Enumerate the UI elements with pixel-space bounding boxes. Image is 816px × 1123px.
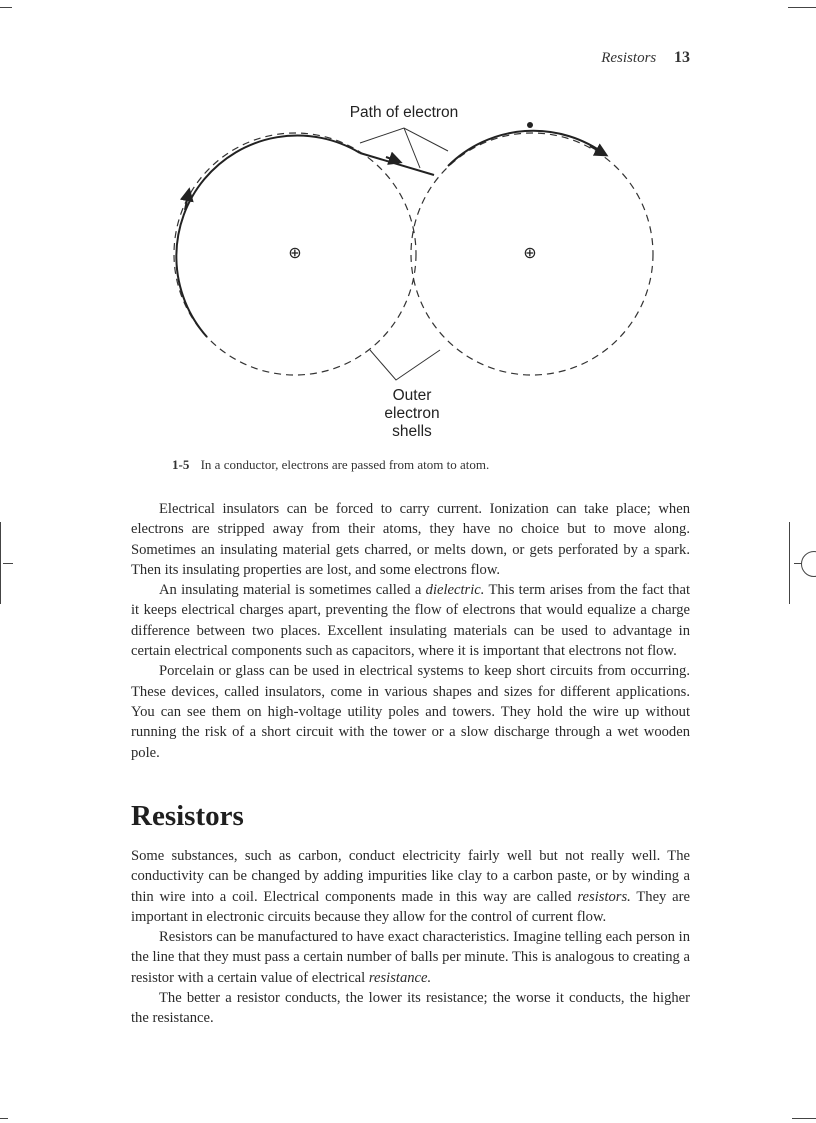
- paragraph-text: An insulating material is sometimes called a: [159, 582, 426, 599]
- paragraph: [131, 927, 690, 988]
- paragraph-text: They are important in electronic circuits because they allow for the control of current flow.: [131, 888, 690, 925]
- registration-mark-right: [801, 551, 816, 577]
- figure-caption-text: In a conductor, electrons are passed from atom to atom.: [200, 457, 490, 472]
- paragraph: Porcelain or glass can be used in electrical systems to keep short circuits from occurring. These devices, called insulators, come in various shapes and sizes for different applications. You can see them on high-voltage utility poles and towers. They hold the wire up without running the risk of a short circuit with the tower or a slow discharge through a wet wooden pole.: [131, 663, 690, 761]
- figure-caption-number: 1-5: [172, 457, 190, 472]
- paragraph-text: This term arises from the fact that it keeps electrical charges apart, preventing the flow of electrons that would equalize a charge difference between two places. Excellent insulating materials can be used to advantage in certain electrical components such as capacitors, where it is important that electrons not flow.: [131, 582, 690, 660]
- term-resistors: resistors.: [577, 888, 631, 905]
- figure-diagram: [150, 98, 670, 448]
- paragraph-text: Some substances, such as carbon, conduct electricity fairly well but not really well. The conductivity can be changed by adding impurities like clay to a carbon paste, or by winding a thin wire into a coil. Electrical components made in this way are called: [131, 848, 690, 905]
- crop-mark-top-right: [788, 7, 816, 8]
- running-head-section: Resistors: [601, 50, 657, 66]
- section-heading: Resistors: [131, 800, 244, 832]
- outer-label-line-3: shells: [392, 423, 432, 440]
- paragraph: [131, 846, 690, 927]
- running-head: [601, 49, 690, 67]
- crop-mark-top-left: [0, 7, 12, 8]
- term-dielectric: dielectric.: [425, 582, 485, 599]
- paragraph: [131, 580, 690, 661]
- page-number: 13: [674, 49, 690, 66]
- outer-label-line-1: Outer: [392, 387, 432, 404]
- outer-label-line-2: electron: [384, 405, 440, 422]
- path-of-electron-label: Path of electron: [349, 104, 459, 121]
- electron-path-arrow-right: [590, 146, 606, 155]
- electron-path-left-arc: [176, 136, 360, 337]
- figure-electron-path: [150, 98, 670, 448]
- body-text-resistors: [131, 846, 690, 1029]
- left-nucleus-icon: ⊕: [288, 243, 302, 262]
- electron-dot: [527, 122, 533, 128]
- paragraph-text: Resistors can be manufactured to have exact characteristics. Imagine telling each person in the line that they must pass a certain number of balls per minute. This is analogous to creating a resistor with a certain value of electrical: [131, 929, 690, 986]
- path-label-leader: [360, 128, 448, 168]
- electron-path-right-arc: [448, 131, 606, 166]
- term-resistance: resistance.: [368, 969, 432, 986]
- crop-mark-right-vertical: [789, 522, 790, 604]
- crop-mark-left-tick: [3, 563, 13, 564]
- crop-mark-bottom-right: [792, 1118, 816, 1119]
- shells-label-leader: [370, 350, 440, 380]
- electron-path-transition: [360, 153, 434, 175]
- right-nucleus-icon: ⊕: [523, 243, 537, 262]
- paragraph: The better a resistor conducts, the lower its resistance; the worse it conducts, the higher the resistance.: [131, 990, 690, 1027]
- figure-caption: [172, 457, 489, 473]
- body-text-insulators: [131, 499, 690, 763]
- crop-mark-bottom-left: [0, 1118, 8, 1119]
- crop-mark-left-vertical: [0, 522, 1, 604]
- paragraph: Electrical insulators can be forced to carry current. Ionization can take place; when electrons are stripped away from their atoms, they have no choice but to move along. Sometimes an insulating material gets charred, or melts down, or gets perforated by a spark. Then its insulating properties are lost, and some electrons flow.: [131, 501, 690, 578]
